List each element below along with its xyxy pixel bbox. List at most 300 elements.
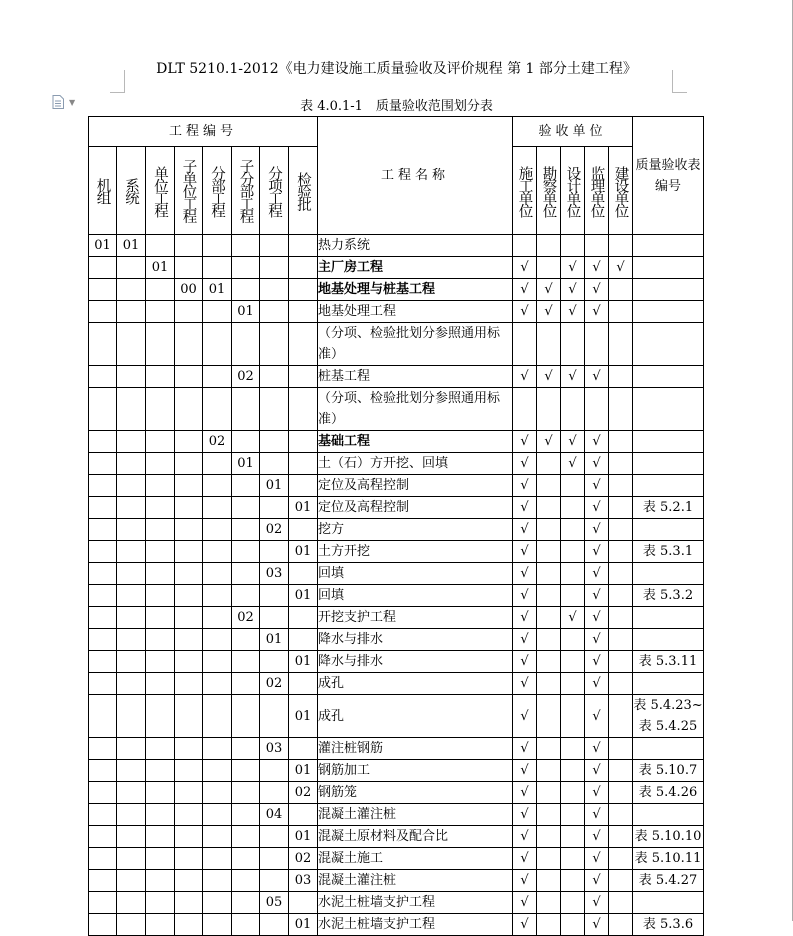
code-cell	[232, 651, 260, 673]
code-cell	[146, 497, 175, 519]
code-cell: 01	[260, 629, 289, 651]
code-cell: 04	[260, 804, 289, 826]
check-mark-cell	[537, 914, 561, 936]
check-mark-cell: √	[585, 651, 609, 673]
check-mark-cell: √	[585, 585, 609, 607]
project-name-cell: 基础工程	[318, 431, 513, 453]
form-number-cell	[633, 323, 704, 366]
code-cell: 02	[260, 673, 289, 695]
code-cell	[203, 760, 232, 782]
form-column-header: 质量验收表编号	[633, 117, 704, 235]
code-cell	[146, 826, 175, 848]
code-cell	[175, 475, 203, 497]
check-mark-cell: √	[537, 366, 561, 388]
code-cell: 01	[289, 497, 318, 519]
table-row	[89, 388, 704, 431]
check-mark-cell	[561, 892, 585, 914]
check-mark-cell: √	[585, 892, 609, 914]
code-cell	[117, 497, 146, 519]
code-cell	[289, 475, 318, 497]
code-cell	[289, 431, 318, 453]
code-cell: 01	[289, 914, 318, 936]
code-cell	[117, 301, 146, 323]
check-mark-cell	[561, 541, 585, 563]
code-cell	[146, 453, 175, 475]
code-cell	[175, 541, 203, 563]
table-row	[89, 870, 704, 892]
form-number-cell: 表 5.4.26	[633, 782, 704, 804]
code-cell	[232, 870, 260, 892]
check-mark-cell	[609, 541, 633, 563]
check-mark-cell: √	[585, 497, 609, 519]
check-mark-cell	[561, 914, 585, 936]
column-header: 机组	[89, 147, 117, 235]
code-cell	[289, 453, 318, 475]
code-cell	[260, 323, 289, 366]
table-row	[89, 607, 704, 629]
code-cell	[232, 738, 260, 760]
check-mark-cell	[561, 804, 585, 826]
check-mark-cell	[561, 475, 585, 497]
code-cell	[117, 914, 146, 936]
table-row	[89, 651, 704, 673]
code-cell: 01	[146, 257, 175, 279]
check-mark-cell: √	[513, 431, 537, 453]
check-mark-cell: √	[561, 301, 585, 323]
code-cell	[289, 629, 318, 651]
code-cell	[89, 892, 117, 914]
project-name-cell: 混凝土施工	[318, 848, 513, 870]
check-mark-cell: √	[513, 804, 537, 826]
column-header: 分项工程	[260, 147, 289, 235]
code-cell	[289, 563, 318, 585]
check-mark-cell: √	[513, 475, 537, 497]
code-cell	[232, 388, 260, 431]
table-row	[89, 892, 704, 914]
code-cell	[175, 870, 203, 892]
check-mark-cell: √	[585, 541, 609, 563]
check-mark-cell: √	[585, 695, 609, 738]
project-name-cell: 灌注桩钢筋	[318, 738, 513, 760]
chevron-down-icon[interactable]: ▼	[69, 98, 76, 107]
code-cell: 01	[289, 826, 318, 848]
code-cell	[175, 782, 203, 804]
check-mark-cell: √	[513, 519, 537, 541]
column-header: 勘察单位	[537, 147, 561, 235]
code-cell	[203, 673, 232, 695]
code-cell	[203, 629, 232, 651]
check-mark-cell	[585, 235, 609, 257]
check-mark-cell: √	[585, 366, 609, 388]
check-mark-cell	[561, 651, 585, 673]
check-mark-cell: √	[609, 257, 633, 279]
code-cell	[203, 235, 232, 257]
check-mark-cell	[537, 848, 561, 870]
name-column-header: 工程名称	[318, 117, 513, 235]
code-cell	[146, 870, 175, 892]
code-cell: 03	[260, 738, 289, 760]
code-cell	[260, 914, 289, 936]
check-mark-cell: √	[513, 453, 537, 475]
check-mark-cell	[609, 475, 633, 497]
code-cell	[203, 563, 232, 585]
check-mark-cell	[609, 629, 633, 651]
project-name-cell: 成孔	[318, 695, 513, 738]
code-cell	[175, 607, 203, 629]
check-mark-cell	[609, 497, 633, 519]
check-mark-cell	[609, 301, 633, 323]
check-mark-cell	[513, 235, 537, 257]
form-number-cell	[633, 519, 704, 541]
code-cell	[232, 519, 260, 541]
code-cell: 01	[260, 475, 289, 497]
code-cell	[232, 673, 260, 695]
check-mark-cell: √	[585, 607, 609, 629]
project-name-cell: 钢筋加工	[318, 760, 513, 782]
code-cell: 01	[289, 760, 318, 782]
code-cell	[175, 519, 203, 541]
code-cell	[146, 914, 175, 936]
code-cell	[289, 673, 318, 695]
project-name-cell: 地基处理工程	[318, 301, 513, 323]
check-mark-cell	[561, 585, 585, 607]
check-mark-cell	[561, 760, 585, 782]
project-name-cell: 定位及高程控制	[318, 475, 513, 497]
check-mark-cell: √	[513, 301, 537, 323]
code-cell	[232, 431, 260, 453]
check-mark-cell	[609, 323, 633, 366]
check-mark-cell	[537, 257, 561, 279]
code-cell	[146, 541, 175, 563]
table-row	[89, 673, 704, 695]
check-mark-cell	[609, 519, 633, 541]
code-cell	[117, 366, 146, 388]
check-mark-cell: √	[561, 453, 585, 475]
check-mark-cell	[609, 804, 633, 826]
code-cell	[175, 257, 203, 279]
code-cell	[117, 585, 146, 607]
code-cell	[203, 257, 232, 279]
code-cell	[203, 323, 232, 366]
check-mark-cell: √	[513, 585, 537, 607]
code-cell	[203, 607, 232, 629]
code-cell	[89, 585, 117, 607]
check-mark-cell: √	[561, 366, 585, 388]
code-cell	[289, 804, 318, 826]
check-mark-cell	[561, 870, 585, 892]
inspection-scope-table	[88, 116, 704, 936]
code-cell	[89, 497, 117, 519]
form-number-cell	[633, 607, 704, 629]
check-mark-cell: √	[585, 431, 609, 453]
code-cell	[89, 453, 117, 475]
check-mark-cell: √	[513, 695, 537, 738]
code-cell	[232, 563, 260, 585]
project-name-cell: 热力系统	[318, 235, 513, 257]
project-name-cell: 挖方	[318, 519, 513, 541]
check-mark-cell	[513, 323, 537, 366]
code-cell	[175, 453, 203, 475]
table-row	[89, 453, 704, 475]
project-name-cell: （分项、检验批划分参照通用标准）	[318, 388, 513, 431]
check-mark-cell: √	[585, 563, 609, 585]
table-row	[89, 585, 704, 607]
code-cell	[89, 760, 117, 782]
project-name-cell: 开挖支护工程	[318, 607, 513, 629]
code-cell	[117, 431, 146, 453]
code-cell: 03	[289, 870, 318, 892]
form-number-cell	[633, 804, 704, 826]
code-cell	[260, 235, 289, 257]
code-cell	[260, 848, 289, 870]
check-mark-cell	[561, 782, 585, 804]
check-mark-cell	[537, 804, 561, 826]
form-number-cell: 表 5.10.10	[633, 826, 704, 848]
check-mark-cell: √	[513, 870, 537, 892]
code-cell	[175, 585, 203, 607]
form-number-cell	[633, 366, 704, 388]
check-mark-cell	[537, 760, 561, 782]
check-mark-cell	[537, 235, 561, 257]
code-cell	[203, 519, 232, 541]
code-cell	[89, 563, 117, 585]
check-mark-cell: √	[561, 607, 585, 629]
code-cell	[203, 585, 232, 607]
code-cell	[146, 848, 175, 870]
code-cell	[232, 323, 260, 366]
check-mark-cell	[609, 695, 633, 738]
column-header: 子分部工程	[232, 147, 260, 235]
code-cell	[232, 629, 260, 651]
check-mark-cell: √	[537, 431, 561, 453]
code-cell	[260, 497, 289, 519]
table-row	[89, 431, 704, 453]
check-mark-cell: √	[585, 826, 609, 848]
project-name-cell: 地基处理与桩基工程	[318, 279, 513, 301]
code-cell	[89, 388, 117, 431]
code-cell	[232, 804, 260, 826]
code-cell	[203, 914, 232, 936]
code-cell	[146, 760, 175, 782]
check-mark-cell: √	[561, 279, 585, 301]
code-cell	[232, 279, 260, 301]
margin-corner-left	[110, 70, 125, 93]
code-cell	[117, 629, 146, 651]
check-mark-cell	[537, 323, 561, 366]
check-mark-cell	[537, 695, 561, 738]
column-header: 建设单位	[609, 147, 633, 235]
column-header: 单位工程	[146, 147, 175, 235]
form-number-cell	[633, 235, 704, 257]
code-cell: 01	[289, 585, 318, 607]
code-cell	[232, 826, 260, 848]
column-header: 子单位工程	[175, 147, 203, 235]
project-name-cell: 混凝土灌注桩	[318, 804, 513, 826]
check-mark-cell: √	[585, 673, 609, 695]
code-cell	[260, 585, 289, 607]
check-mark-cell: √	[513, 541, 537, 563]
table-row	[89, 257, 704, 279]
code-group-header: 工程编号	[89, 117, 318, 147]
code-cell	[260, 257, 289, 279]
code-cell	[289, 607, 318, 629]
form-number-cell: 表 5.3.2	[633, 585, 704, 607]
code-cell	[175, 431, 203, 453]
check-mark-cell: √	[585, 519, 609, 541]
column-header: 系统	[117, 147, 146, 235]
check-mark-cell	[609, 366, 633, 388]
check-mark-cell: √	[513, 848, 537, 870]
check-mark-cell: √	[513, 257, 537, 279]
code-cell	[175, 804, 203, 826]
form-number-cell	[633, 673, 704, 695]
code-cell	[146, 519, 175, 541]
code-cell	[232, 475, 260, 497]
code-cell	[146, 431, 175, 453]
code-cell	[146, 607, 175, 629]
code-cell	[289, 301, 318, 323]
code-cell	[175, 651, 203, 673]
code-cell: 01	[232, 301, 260, 323]
code-cell	[175, 848, 203, 870]
code-cell	[117, 563, 146, 585]
code-cell	[232, 695, 260, 738]
code-cell	[89, 651, 117, 673]
check-mark-cell: √	[585, 279, 609, 301]
table-row	[89, 475, 704, 497]
code-cell	[232, 257, 260, 279]
column-header: 施工单位	[513, 147, 537, 235]
code-cell	[289, 235, 318, 257]
table-row	[89, 848, 704, 870]
code-cell	[289, 323, 318, 366]
code-cell	[117, 695, 146, 738]
check-mark-cell: √	[513, 629, 537, 651]
code-cell	[260, 826, 289, 848]
form-number-cell	[633, 475, 704, 497]
code-cell	[117, 323, 146, 366]
code-cell	[260, 431, 289, 453]
code-cell	[146, 629, 175, 651]
code-cell	[260, 366, 289, 388]
code-cell	[89, 673, 117, 695]
unit-group-header: 验收单位	[513, 117, 633, 147]
project-name-cell: 桩基工程	[318, 366, 513, 388]
code-cell	[175, 738, 203, 760]
code-cell	[232, 760, 260, 782]
form-number-cell: 表 5.4.27	[633, 870, 704, 892]
check-mark-cell: √	[513, 738, 537, 760]
code-cell	[203, 301, 232, 323]
code-cell	[175, 366, 203, 388]
code-cell	[203, 804, 232, 826]
project-name-cell: 降水与排水	[318, 629, 513, 651]
code-cell	[89, 541, 117, 563]
code-cell	[146, 279, 175, 301]
code-cell	[232, 914, 260, 936]
project-name-cell: 回填	[318, 585, 513, 607]
check-mark-cell	[609, 782, 633, 804]
table-row	[89, 366, 704, 388]
check-mark-cell	[537, 651, 561, 673]
form-number-cell	[633, 301, 704, 323]
code-cell	[203, 695, 232, 738]
code-cell: 01	[289, 541, 318, 563]
check-mark-cell	[609, 607, 633, 629]
code-cell	[146, 782, 175, 804]
code-cell	[203, 782, 232, 804]
check-mark-cell	[609, 760, 633, 782]
form-number-cell	[633, 279, 704, 301]
check-mark-cell	[609, 892, 633, 914]
code-cell	[232, 541, 260, 563]
check-mark-cell	[609, 673, 633, 695]
table-row	[89, 497, 704, 519]
check-mark-cell: √	[537, 301, 561, 323]
code-cell: 03	[260, 563, 289, 585]
code-cell	[232, 782, 260, 804]
check-mark-cell: √	[585, 914, 609, 936]
code-cell	[175, 760, 203, 782]
check-mark-cell	[537, 475, 561, 497]
check-mark-cell	[561, 563, 585, 585]
table-row	[89, 323, 704, 366]
code-cell	[89, 519, 117, 541]
form-number-cell	[633, 563, 704, 585]
code-cell	[260, 760, 289, 782]
check-mark-cell: √	[585, 738, 609, 760]
check-mark-cell	[609, 870, 633, 892]
column-header: 检验批	[289, 147, 318, 235]
check-mark-cell	[537, 453, 561, 475]
project-name-cell: （分项、检验批划分参照通用标准）	[318, 323, 513, 366]
project-name-cell: 土（石）方开挖、回填	[318, 453, 513, 475]
code-cell	[146, 323, 175, 366]
check-mark-cell: √	[585, 257, 609, 279]
table-row	[89, 519, 704, 541]
table-row	[89, 629, 704, 651]
check-mark-cell: √	[513, 563, 537, 585]
code-cell	[260, 607, 289, 629]
code-cell	[232, 848, 260, 870]
check-mark-cell	[609, 914, 633, 936]
code-cell: 02	[232, 366, 260, 388]
check-mark-cell	[537, 673, 561, 695]
table-row	[89, 563, 704, 585]
form-number-cell: 表 5.4.23~ 表 5.4.25	[633, 695, 704, 738]
code-cell	[89, 804, 117, 826]
form-number-cell	[633, 257, 704, 279]
code-cell: 02	[289, 848, 318, 870]
check-mark-cell	[609, 453, 633, 475]
check-mark-cell	[561, 848, 585, 870]
code-cell	[232, 585, 260, 607]
code-cell: 01	[117, 235, 146, 257]
project-name-cell: 钢筋笼	[318, 782, 513, 804]
table-row	[89, 782, 704, 804]
code-cell	[146, 892, 175, 914]
code-cell	[203, 870, 232, 892]
check-mark-cell: √	[513, 279, 537, 301]
code-cell	[203, 738, 232, 760]
check-mark-cell: √	[585, 782, 609, 804]
code-cell	[260, 279, 289, 301]
check-mark-cell	[609, 651, 633, 673]
form-number-cell: 表 5.10.11	[633, 848, 704, 870]
code-cell: 02	[203, 431, 232, 453]
code-cell	[175, 629, 203, 651]
code-cell	[117, 738, 146, 760]
